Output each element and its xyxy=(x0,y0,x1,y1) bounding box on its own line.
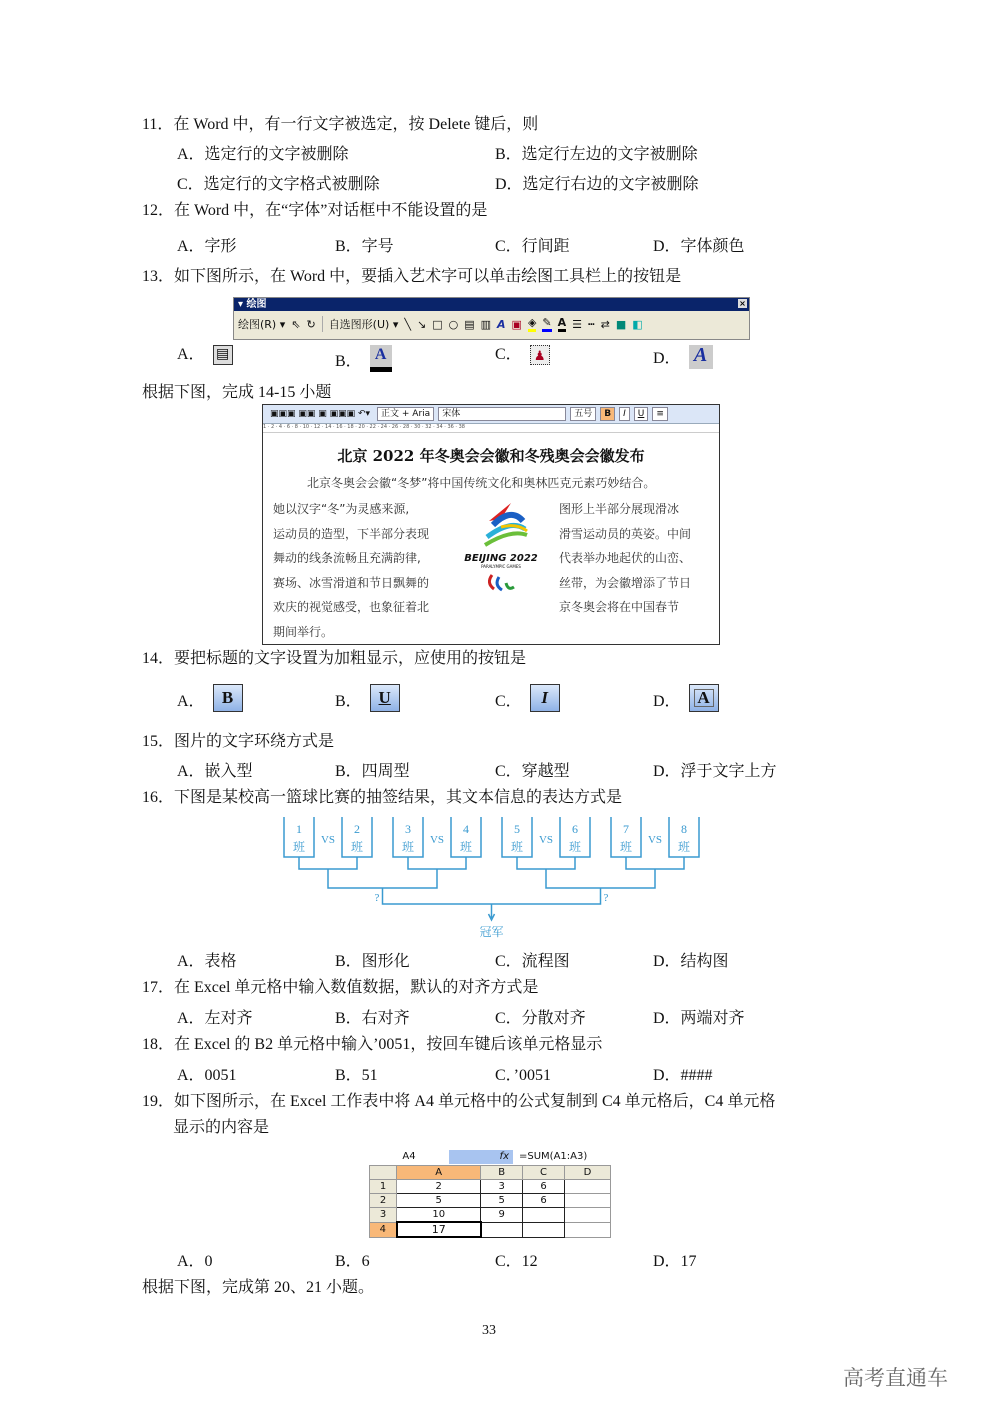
bracket-line xyxy=(383,888,601,904)
q13-option-a xyxy=(177,345,233,365)
autoshape-menu: 自选图形(U) ▾ xyxy=(328,318,399,331)
clipart-icon: ♟ xyxy=(530,345,550,365)
cell: 9 xyxy=(481,1208,523,1223)
oval-icon: ○ xyxy=(448,317,459,331)
underline-button-icon: U xyxy=(370,684,400,712)
option-label: B． xyxy=(335,353,362,370)
article-title: 北京 2022 年冬奥会会徽和冬残奥会会徽发布 xyxy=(337,447,645,465)
selected-cell: 17 xyxy=(397,1222,481,1237)
team-number: 8 xyxy=(681,822,687,836)
column-header: C xyxy=(522,1166,564,1180)
cell xyxy=(565,1208,611,1223)
q16-option-b: B．图形化 xyxy=(335,953,410,970)
arrow-down-icon xyxy=(489,904,495,920)
3d-icon: ◧ xyxy=(632,317,643,331)
q14-option-b xyxy=(335,684,400,712)
row-header: 3 xyxy=(370,1208,397,1223)
bold-icon: B xyxy=(600,407,615,421)
text-line: 赛场、冰雪滑道和节日飘舞的 xyxy=(273,575,430,590)
text-line: 欢庆的视觉感受，也象征着北 xyxy=(273,600,430,614)
arrow-style-icon: ⇄ xyxy=(600,317,610,331)
q12-option-a: A．字形 xyxy=(177,238,237,255)
bracket-line xyxy=(408,857,466,869)
unknown-label: ? xyxy=(603,892,609,904)
q11-option-a: A．选定行的文字被删除 xyxy=(177,146,349,163)
tournament-bracket xyxy=(280,812,700,942)
rotate-icon: ↻ xyxy=(306,317,316,331)
clipart-icon: ▣ xyxy=(511,317,522,331)
team-number: 3 xyxy=(405,822,411,836)
q14-option-c xyxy=(495,684,560,712)
fx-icon: fx xyxy=(449,1150,513,1164)
toolbar-icons: ▣▣▣ ▣▣ ▣ ▣▣▣ ↶▾ xyxy=(270,409,371,419)
beijing-2022-logo xyxy=(455,501,547,597)
left-column xyxy=(273,497,429,644)
q13-option-c xyxy=(495,345,550,365)
option-label: A． xyxy=(177,693,205,710)
q16-option-c: C．流程图 xyxy=(495,953,570,970)
q15-option-d: D．浮于文字上方 xyxy=(653,763,777,780)
fill-color-icon: ◈ xyxy=(528,316,536,332)
spreadsheet-grid xyxy=(369,1165,611,1238)
q19-option-c: C．12 xyxy=(495,1253,538,1270)
q12-option-b: B．字号 xyxy=(335,238,394,255)
q17-option-c: C．分散对齐 xyxy=(495,1010,586,1027)
q11-option-b: B．选定行左边的文字被删除 xyxy=(495,146,698,163)
italic-button-icon: I xyxy=(530,684,560,712)
q19-stem: 19．如下图所示，在 Excel 工作表中将 A4 单元格中的公式复制到 C4 单元格后，C4 单元格 xyxy=(142,1093,776,1110)
cell xyxy=(522,1208,564,1223)
bracket-line xyxy=(299,857,357,869)
bold-button-icon: B xyxy=(213,684,243,712)
q16-stem: 16．下图是某校高一篮球比赛的抽签结果，其文本信息的表达方式是 xyxy=(142,789,623,806)
bracket-line xyxy=(546,869,655,888)
line-style-icon: ☰ xyxy=(572,317,583,331)
text-line: 舞动的线条流畅且充满韵律, xyxy=(273,551,421,565)
row-header: 4 xyxy=(370,1222,397,1237)
column-header: D xyxy=(565,1166,611,1180)
team-class-label: 班 xyxy=(350,840,364,854)
italic-icon: I xyxy=(619,407,630,421)
cell: 6 xyxy=(522,1180,564,1194)
q14-option-d xyxy=(653,684,719,712)
q15-stem: 15．图片的文字环绕方式是 xyxy=(142,733,335,750)
q16-option-d: D．结构图 xyxy=(653,953,729,970)
vs-label: VS xyxy=(538,834,554,846)
bracket-line xyxy=(328,869,437,888)
q14-option-a xyxy=(177,684,243,712)
ruler: 1 · 2 · 4 · 6 · 8 · 10 · 12 · 14 · 16 · 18 · 20 · 22 · 24 · 26 · 28 · 30 · 32 · 34 · 36 · 38 xyxy=(263,424,719,433)
team-class-label: 班 xyxy=(401,840,415,854)
draw-menu: 绘图(R) ▾ xyxy=(238,318,286,331)
team-number: 1 xyxy=(296,822,302,836)
formula-bar: =SUM(A1:A3) xyxy=(519,1151,588,1162)
article-paragraph: 北京冬奥会会徽“冬梦”将中国传统文化和奥林匹克元素巧妙结合。 xyxy=(307,476,656,490)
text-line: 滑雪运动员的英姿。中间 xyxy=(559,526,692,541)
text-line: 代表举办地起伏的山峦、 xyxy=(559,551,692,565)
q17-stem: 17．在 Excel 单元格中输入数值数据，默认的对齐方式是 xyxy=(142,979,539,996)
text-line: 期间举行。 xyxy=(273,624,334,639)
page-number: 33 xyxy=(482,1323,496,1338)
font-color-icon: A xyxy=(558,316,567,332)
close-icon: × xyxy=(739,299,746,308)
q19-option-b: B．6 xyxy=(335,1253,370,1270)
logo-graphic xyxy=(471,501,531,549)
dash-style-icon: ┅ xyxy=(588,317,595,331)
option-label: C． xyxy=(495,693,522,710)
cell xyxy=(481,1222,523,1237)
textbox-icon: ▤ xyxy=(464,317,475,331)
intro-20-21: 根据下图，完成第 20、21 小题。 xyxy=(142,1279,375,1296)
option-label: D． xyxy=(653,350,681,367)
team-number: 4 xyxy=(463,822,469,836)
q15-option-a: A．嵌入型 xyxy=(177,763,253,780)
q17-option-b: B．右对齐 xyxy=(335,1010,410,1027)
option-label: B． xyxy=(335,693,362,710)
cell xyxy=(522,1222,564,1237)
vs-label: VS xyxy=(647,834,663,846)
wordart-icon: A xyxy=(689,345,713,369)
excel-screenshot xyxy=(369,1150,611,1238)
q18-option-d: D．#### xyxy=(653,1067,713,1084)
unknown-label: ? xyxy=(374,892,380,904)
q18-stem: 18．在 Excel 的 B2 单元格中输入’0051，按回车键后该单元格显示 xyxy=(142,1036,603,1053)
watermark: 高考直通车 xyxy=(843,1366,948,1390)
team-class-label: 班 xyxy=(619,840,633,854)
vertical-textbox-icon: ▥ xyxy=(480,317,492,331)
q18-option-c: C．’0051 xyxy=(495,1067,552,1084)
textbox-icon: ▤ xyxy=(213,345,233,365)
underline-icon: U xyxy=(634,407,649,421)
team-number: 7 xyxy=(623,822,629,836)
intro-14-15: 根据下图，完成 14-15 小题 xyxy=(142,384,332,401)
cell: 6 xyxy=(522,1194,564,1208)
team-class-label: 班 xyxy=(677,840,691,854)
q15-option-b: B．四周型 xyxy=(335,763,410,780)
cell: 5 xyxy=(481,1194,523,1208)
text-line: 她以汉字“冬”为灵感来源, xyxy=(273,502,410,516)
team-class-label: 班 xyxy=(568,840,582,854)
bracket-line xyxy=(626,857,684,869)
q11-option-c: C．选定行的文字格式被删除 xyxy=(177,176,380,193)
q12-stem: 12．在 Word 中，在“字体”对话框中不能设置的是 xyxy=(142,202,488,219)
pointer-icon: ⇖ xyxy=(291,317,301,331)
size-select: 五号 xyxy=(570,407,596,421)
option-label: A． xyxy=(177,346,205,363)
row-header: 2 xyxy=(370,1194,397,1208)
paralympic-agitos xyxy=(484,569,518,593)
cell: 10 xyxy=(397,1208,481,1223)
q13-option-b xyxy=(335,345,392,372)
column-header: B xyxy=(481,1166,523,1180)
q12-option-c: C．行间距 xyxy=(495,238,570,255)
vs-label: VS xyxy=(320,834,336,846)
q18-option-a: A．0051 xyxy=(177,1067,237,1084)
q13-option-d xyxy=(653,345,713,369)
bracket-line xyxy=(517,857,575,869)
team-number: 6 xyxy=(572,822,578,836)
rectangle-icon: □ xyxy=(432,317,443,331)
team-class-label: 班 xyxy=(510,840,524,854)
line-color-icon: ✎ xyxy=(542,316,551,332)
cell: 3 xyxy=(481,1180,523,1194)
font-select: 宋体 xyxy=(438,407,566,421)
team-class-label: 班 xyxy=(459,840,473,854)
q11-option-d: D．选定行右边的文字被删除 xyxy=(495,176,699,193)
cell xyxy=(565,1222,611,1237)
team-number: 5 xyxy=(514,822,520,836)
column-header: A xyxy=(397,1166,481,1180)
formatting-toolbar xyxy=(263,405,719,424)
shadow-icon: ■ xyxy=(615,317,627,331)
q19-option-a: A．0 xyxy=(177,1253,213,1270)
team-class-label: 班 xyxy=(292,840,306,854)
row-header: 1 xyxy=(370,1180,397,1194)
arrow-icon: ↘ xyxy=(416,317,427,331)
q16-option-a: A．表格 xyxy=(177,953,237,970)
text-line: 运动员的造型，下半部分表现 xyxy=(273,526,430,541)
option-label: C． xyxy=(495,346,522,363)
text-line: 图形上半部分展现滑冰 xyxy=(559,502,680,516)
q19-option-d: D．17 xyxy=(653,1253,697,1270)
align-icon: ≡ xyxy=(652,407,668,421)
name-box: A4 xyxy=(402,1151,416,1162)
text-line: 京冬奥会将在中国春节 xyxy=(559,600,680,614)
logo-text: BEIJING 2022 xyxy=(464,553,538,564)
word-screenshot xyxy=(262,404,720,645)
character-border-icon: A xyxy=(689,684,719,712)
corner-cell xyxy=(370,1166,397,1180)
cell xyxy=(565,1194,611,1208)
cell: 2 xyxy=(397,1180,481,1194)
team-number: 2 xyxy=(354,822,360,836)
line-icon: ╲ xyxy=(404,317,411,331)
style-select: 正文 + Aria xyxy=(377,407,434,421)
q15-option-c: C．穿越型 xyxy=(495,763,570,780)
option-label: D． xyxy=(653,693,681,710)
q11-stem: 11．在 Word 中，有一行文字被选定，按 Delete 键后，则 xyxy=(142,116,539,133)
right-column xyxy=(559,497,691,620)
q14-stem: 14．要把标题的文字设置为加粗显示，应使用的按钮是 xyxy=(142,650,527,667)
champion-label: 冠军 xyxy=(479,925,504,939)
drawing-toolbar xyxy=(233,297,750,340)
wordart-icon: A xyxy=(497,317,506,331)
q13-stem: 13．如下图所示，在 Word 中，要插入艺术字可以单击绘图工具栏上的按钮是 xyxy=(142,268,682,285)
toolbar-title: ▾ 绘图 xyxy=(238,299,267,310)
q18-option-b: B．51 xyxy=(335,1067,378,1084)
vs-label: VS xyxy=(429,834,445,846)
cell xyxy=(565,1180,611,1194)
cell: 5 xyxy=(397,1194,481,1208)
text-line: 丝带，为会徽增添了节日 xyxy=(559,575,692,590)
q12-option-d: D．字体颜色 xyxy=(653,238,745,255)
logo-subtext: PARALYMPIC GAMES xyxy=(481,564,521,569)
q19-stem-continued: 显示的内容是 xyxy=(173,1119,270,1136)
q17-option-a: A．左对齐 xyxy=(177,1010,253,1027)
q17-option-d: D．两端对齐 xyxy=(653,1010,745,1027)
font-color-icon: A xyxy=(370,345,392,372)
